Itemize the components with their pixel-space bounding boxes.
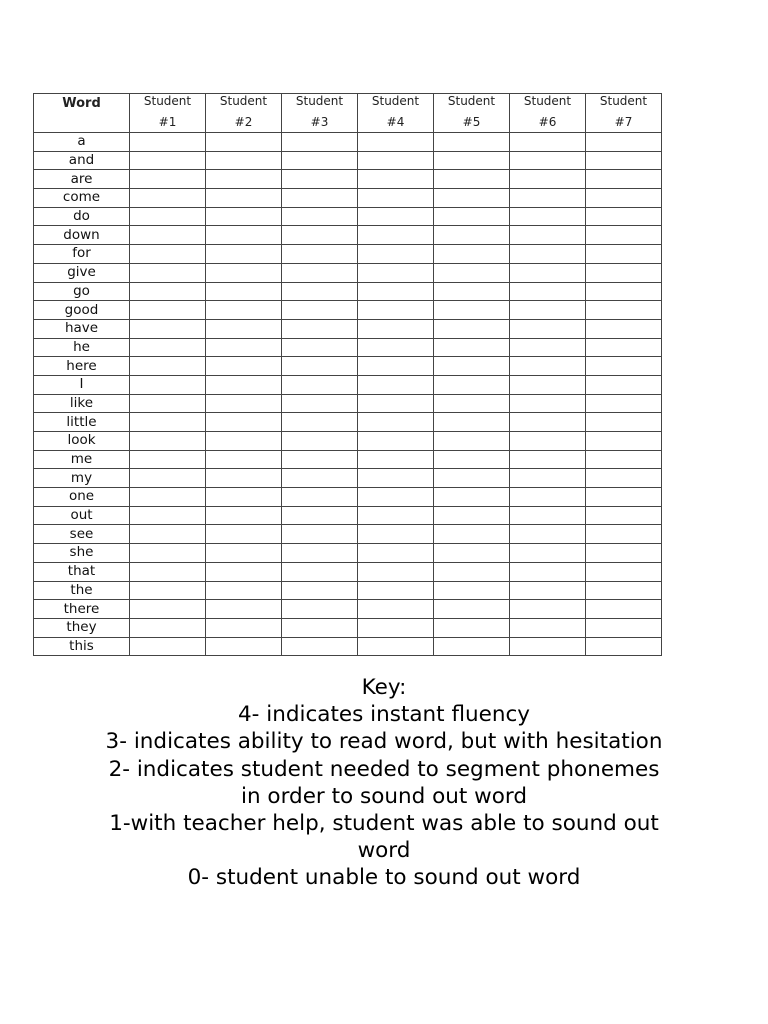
student-column-header bbox=[586, 94, 662, 133]
table-row bbox=[34, 282, 662, 301]
student-label: Student bbox=[295, 94, 344, 108]
score-cell[interactable] bbox=[282, 170, 358, 189]
word-cell: for bbox=[34, 245, 130, 264]
score-cell[interactable] bbox=[206, 319, 282, 338]
score-cell[interactable] bbox=[434, 413, 510, 432]
score-cell[interactable] bbox=[130, 263, 206, 282]
score-cell[interactable] bbox=[282, 581, 358, 600]
score-cell[interactable] bbox=[510, 357, 586, 376]
score-cell[interactable] bbox=[434, 151, 510, 170]
key-line-2: 2- indicates student needed to segment phonemes in order to sound out word bbox=[108, 756, 660, 809]
score-cell[interactable] bbox=[358, 357, 434, 376]
word-cell: look bbox=[34, 432, 130, 451]
score-cell[interactable] bbox=[510, 488, 586, 507]
score-cell[interactable] bbox=[130, 525, 206, 544]
score-cell[interactable] bbox=[510, 226, 586, 245]
table-row bbox=[34, 581, 662, 600]
score-cell[interactable] bbox=[358, 525, 434, 544]
score-cell[interactable] bbox=[206, 581, 282, 600]
score-cell[interactable] bbox=[358, 375, 434, 394]
score-cell[interactable] bbox=[510, 413, 586, 432]
score-cell[interactable] bbox=[206, 263, 282, 282]
score-cell[interactable] bbox=[434, 245, 510, 264]
word-cell: and bbox=[34, 151, 130, 170]
key-title: Key: bbox=[361, 675, 407, 700]
score-cell[interactable] bbox=[358, 133, 434, 152]
score-cell[interactable] bbox=[206, 189, 282, 208]
student-number: #7 bbox=[614, 115, 633, 129]
score-cell[interactable] bbox=[130, 375, 206, 394]
student-column-header bbox=[510, 94, 586, 133]
score-cell[interactable] bbox=[130, 207, 206, 226]
table-row bbox=[34, 319, 662, 338]
score-cell[interactable] bbox=[586, 151, 662, 170]
score-cell[interactable] bbox=[130, 133, 206, 152]
score-cell[interactable] bbox=[358, 600, 434, 619]
table-row bbox=[34, 637, 662, 656]
scoring-key bbox=[100, 674, 668, 892]
score-cell[interactable] bbox=[434, 637, 510, 656]
table-row bbox=[34, 263, 662, 282]
score-cell[interactable] bbox=[282, 133, 358, 152]
table-row bbox=[34, 357, 662, 376]
score-cell[interactable] bbox=[358, 207, 434, 226]
table-row bbox=[34, 450, 662, 469]
score-cell[interactable] bbox=[206, 637, 282, 656]
score-cell[interactable] bbox=[434, 618, 510, 637]
score-cell[interactable] bbox=[358, 151, 434, 170]
table-row bbox=[34, 562, 662, 581]
key-line-0: 0- student unable to sound out word bbox=[187, 865, 581, 891]
score-cell[interactable] bbox=[434, 133, 510, 152]
score-cell[interactable] bbox=[434, 581, 510, 600]
table-row bbox=[34, 151, 662, 170]
score-cell[interactable] bbox=[510, 207, 586, 226]
word-cell: out bbox=[34, 506, 130, 525]
score-cell[interactable] bbox=[358, 618, 434, 637]
score-cell[interactable] bbox=[282, 450, 358, 469]
score-cell[interactable] bbox=[358, 562, 434, 581]
score-cell[interactable] bbox=[358, 245, 434, 264]
score-cell[interactable] bbox=[434, 189, 510, 208]
score-cell[interactable] bbox=[130, 544, 206, 563]
score-cell[interactable] bbox=[586, 207, 662, 226]
score-cell[interactable] bbox=[130, 450, 206, 469]
score-cell[interactable] bbox=[282, 544, 358, 563]
score-cell[interactable] bbox=[586, 488, 662, 507]
score-cell[interactable] bbox=[206, 413, 282, 432]
score-cell[interactable] bbox=[510, 282, 586, 301]
score-cell[interactable] bbox=[358, 544, 434, 563]
score-cell[interactable] bbox=[358, 319, 434, 338]
score-cell[interactable] bbox=[586, 506, 662, 525]
score-cell[interactable] bbox=[586, 319, 662, 338]
score-cell[interactable] bbox=[130, 600, 206, 619]
score-cell[interactable] bbox=[130, 226, 206, 245]
score-cell[interactable] bbox=[206, 282, 282, 301]
score-cell[interactable] bbox=[586, 133, 662, 152]
score-cell[interactable] bbox=[282, 338, 358, 357]
score-cell[interactable] bbox=[130, 170, 206, 189]
score-cell[interactable] bbox=[358, 263, 434, 282]
score-cell[interactable] bbox=[434, 506, 510, 525]
word-cell: a bbox=[34, 133, 130, 152]
score-cell[interactable] bbox=[282, 618, 358, 637]
student-number: #5 bbox=[462, 115, 481, 129]
score-cell[interactable] bbox=[586, 357, 662, 376]
word-cell: like bbox=[34, 394, 130, 413]
score-cell[interactable] bbox=[586, 432, 662, 451]
score-cell[interactable] bbox=[358, 488, 434, 507]
score-cell[interactable] bbox=[434, 226, 510, 245]
word-cell: good bbox=[34, 301, 130, 320]
score-cell[interactable] bbox=[434, 525, 510, 544]
score-cell[interactable] bbox=[510, 394, 586, 413]
score-cell[interactable] bbox=[130, 189, 206, 208]
score-cell[interactable] bbox=[130, 618, 206, 637]
score-cell[interactable] bbox=[510, 263, 586, 282]
score-cell[interactable] bbox=[510, 469, 586, 488]
score-cell[interactable] bbox=[586, 189, 662, 208]
student-column-header bbox=[282, 94, 358, 133]
score-cell[interactable] bbox=[282, 488, 358, 507]
student-label: Student bbox=[143, 94, 192, 108]
score-cell[interactable] bbox=[586, 469, 662, 488]
table-row bbox=[34, 245, 662, 264]
score-cell[interactable] bbox=[434, 170, 510, 189]
key-line-4: 4- indicates instant fluency bbox=[237, 702, 531, 728]
word-cell: they bbox=[34, 618, 130, 637]
student-label: Student bbox=[219, 94, 268, 108]
score-cell[interactable] bbox=[358, 394, 434, 413]
table-row bbox=[34, 525, 662, 544]
word-cell: do bbox=[34, 207, 130, 226]
score-cell[interactable] bbox=[510, 245, 586, 264]
score-cell[interactable] bbox=[358, 170, 434, 189]
score-cell[interactable] bbox=[586, 562, 662, 581]
score-cell[interactable] bbox=[282, 151, 358, 170]
table-row bbox=[34, 338, 662, 357]
score-cell[interactable] bbox=[586, 413, 662, 432]
score-cell[interactable] bbox=[130, 562, 206, 581]
score-cell[interactable] bbox=[130, 357, 206, 376]
score-cell[interactable] bbox=[358, 450, 434, 469]
score-cell[interactable] bbox=[130, 581, 206, 600]
student-number: #1 bbox=[158, 115, 177, 129]
score-cell[interactable] bbox=[434, 562, 510, 581]
score-cell[interactable] bbox=[358, 637, 434, 656]
score-cell[interactable] bbox=[510, 151, 586, 170]
score-cell[interactable] bbox=[358, 506, 434, 525]
score-cell[interactable] bbox=[130, 488, 206, 507]
score-cell[interactable] bbox=[358, 189, 434, 208]
score-cell[interactable] bbox=[510, 133, 586, 152]
word-cell: one bbox=[34, 488, 130, 507]
score-cell[interactable] bbox=[434, 375, 510, 394]
score-cell[interactable] bbox=[510, 432, 586, 451]
score-cell[interactable] bbox=[434, 263, 510, 282]
score-cell[interactable] bbox=[586, 544, 662, 563]
score-cell[interactable] bbox=[282, 413, 358, 432]
score-cell[interactable] bbox=[130, 432, 206, 451]
score-cell[interactable] bbox=[586, 170, 662, 189]
word-cell: me bbox=[34, 450, 130, 469]
score-cell[interactable] bbox=[434, 488, 510, 507]
score-cell[interactable] bbox=[130, 319, 206, 338]
word-cell: there bbox=[34, 600, 130, 619]
word-cell: I bbox=[34, 375, 130, 394]
score-cell[interactable] bbox=[510, 450, 586, 469]
score-cell[interactable] bbox=[510, 581, 586, 600]
score-cell[interactable] bbox=[510, 170, 586, 189]
table-row bbox=[34, 432, 662, 451]
score-cell[interactable] bbox=[510, 301, 586, 320]
score-cell[interactable] bbox=[282, 375, 358, 394]
key-line-1: 1-with teacher help, student was able to sound out word bbox=[109, 811, 659, 864]
word-cell: come bbox=[34, 189, 130, 208]
score-cell[interactable] bbox=[282, 637, 358, 656]
word-cell: little bbox=[34, 413, 130, 432]
score-cell[interactable] bbox=[510, 618, 586, 637]
score-cell[interactable] bbox=[586, 263, 662, 282]
table-row bbox=[34, 226, 662, 245]
score-cell[interactable] bbox=[282, 319, 358, 338]
student-number: #2 bbox=[234, 115, 253, 129]
student-column-header bbox=[358, 94, 434, 133]
score-cell[interactable] bbox=[130, 637, 206, 656]
score-cell[interactable] bbox=[282, 562, 358, 581]
word-cell: have bbox=[34, 319, 130, 338]
score-cell[interactable] bbox=[282, 469, 358, 488]
score-cell[interactable] bbox=[510, 338, 586, 357]
score-cell[interactable] bbox=[586, 245, 662, 264]
score-cell[interactable] bbox=[206, 170, 282, 189]
student-label: Student bbox=[371, 94, 420, 108]
table-row bbox=[34, 413, 662, 432]
table-row bbox=[34, 618, 662, 637]
word-cell: see bbox=[34, 525, 130, 544]
score-cell[interactable] bbox=[586, 282, 662, 301]
score-cell[interactable] bbox=[586, 375, 662, 394]
score-cell[interactable] bbox=[586, 581, 662, 600]
word-cell: the bbox=[34, 581, 130, 600]
score-cell[interactable] bbox=[510, 562, 586, 581]
score-cell[interactable] bbox=[206, 375, 282, 394]
score-cell[interactable] bbox=[206, 301, 282, 320]
table-row bbox=[34, 133, 662, 152]
table-row bbox=[34, 189, 662, 208]
score-cell[interactable] bbox=[282, 189, 358, 208]
table-row bbox=[34, 375, 662, 394]
word-cell: give bbox=[34, 263, 130, 282]
score-cell[interactable] bbox=[282, 226, 358, 245]
score-cell[interactable] bbox=[206, 245, 282, 264]
word-column-header: Word bbox=[34, 94, 130, 133]
score-cell[interactable] bbox=[282, 263, 358, 282]
score-cell[interactable] bbox=[586, 301, 662, 320]
word-cell: she bbox=[34, 544, 130, 563]
table-body bbox=[34, 133, 662, 656]
student-column-header bbox=[206, 94, 282, 133]
score-cell[interactable] bbox=[510, 375, 586, 394]
score-cell[interactable] bbox=[130, 151, 206, 170]
word-cell: he bbox=[34, 338, 130, 357]
table-row bbox=[34, 469, 662, 488]
word-cell: down bbox=[34, 226, 130, 245]
score-cell[interactable] bbox=[206, 525, 282, 544]
score-cell[interactable] bbox=[282, 506, 358, 525]
score-cell[interactable] bbox=[206, 207, 282, 226]
score-cell[interactable] bbox=[206, 432, 282, 451]
score-cell[interactable] bbox=[358, 226, 434, 245]
score-cell[interactable] bbox=[586, 618, 662, 637]
score-cell[interactable] bbox=[434, 544, 510, 563]
score-cell[interactable] bbox=[206, 544, 282, 563]
score-cell[interactable] bbox=[282, 394, 358, 413]
score-cell[interactable] bbox=[358, 282, 434, 301]
table-row bbox=[34, 506, 662, 525]
student-label: Student bbox=[523, 94, 572, 108]
score-cell[interactable] bbox=[434, 338, 510, 357]
score-cell[interactable] bbox=[130, 338, 206, 357]
score-cell[interactable] bbox=[206, 338, 282, 357]
table-row bbox=[34, 600, 662, 619]
score-cell[interactable] bbox=[434, 450, 510, 469]
score-cell[interactable] bbox=[130, 413, 206, 432]
score-cell[interactable] bbox=[510, 189, 586, 208]
score-cell[interactable] bbox=[586, 637, 662, 656]
word-cell: are bbox=[34, 170, 130, 189]
score-cell[interactable] bbox=[282, 245, 358, 264]
score-cell[interactable] bbox=[130, 245, 206, 264]
score-cell[interactable] bbox=[282, 207, 358, 226]
word-cell: here bbox=[34, 357, 130, 376]
score-cell[interactable] bbox=[130, 506, 206, 525]
score-cell[interactable] bbox=[586, 394, 662, 413]
score-cell[interactable] bbox=[586, 525, 662, 544]
score-cell[interactable] bbox=[130, 301, 206, 320]
score-cell[interactable] bbox=[358, 338, 434, 357]
table-row bbox=[34, 488, 662, 507]
table-header-row bbox=[34, 94, 662, 133]
table-row bbox=[34, 301, 662, 320]
score-cell[interactable] bbox=[510, 637, 586, 656]
score-cell[interactable] bbox=[206, 357, 282, 376]
student-label: Student bbox=[599, 94, 648, 108]
table-row bbox=[34, 544, 662, 563]
score-cell[interactable] bbox=[434, 394, 510, 413]
score-cell[interactable] bbox=[434, 357, 510, 376]
score-cell[interactable] bbox=[358, 581, 434, 600]
score-cell[interactable] bbox=[510, 600, 586, 619]
score-cell[interactable] bbox=[282, 301, 358, 320]
score-cell[interactable] bbox=[206, 600, 282, 619]
score-cell[interactable] bbox=[206, 562, 282, 581]
student-column-header bbox=[434, 94, 510, 133]
score-cell[interactable] bbox=[206, 133, 282, 152]
score-cell[interactable] bbox=[282, 525, 358, 544]
score-cell[interactable] bbox=[434, 301, 510, 320]
score-cell[interactable] bbox=[434, 282, 510, 301]
score-cell[interactable] bbox=[358, 301, 434, 320]
score-cell[interactable] bbox=[510, 319, 586, 338]
score-cell[interactable] bbox=[130, 469, 206, 488]
score-cell[interactable] bbox=[586, 226, 662, 245]
score-cell[interactable] bbox=[358, 413, 434, 432]
word-cell: that bbox=[34, 562, 130, 581]
score-cell[interactable] bbox=[282, 432, 358, 451]
word-cell: this bbox=[34, 637, 130, 656]
score-cell[interactable] bbox=[130, 282, 206, 301]
key-line-3: 3- indicates ability to read word, but with hesitation bbox=[105, 729, 663, 755]
score-cell[interactable] bbox=[510, 506, 586, 525]
score-cell[interactable] bbox=[282, 600, 358, 619]
score-cell[interactable] bbox=[206, 469, 282, 488]
score-cell[interactable] bbox=[434, 469, 510, 488]
score-cell[interactable] bbox=[586, 600, 662, 619]
score-cell[interactable] bbox=[206, 151, 282, 170]
score-cell[interactable] bbox=[282, 282, 358, 301]
score-cell[interactable] bbox=[358, 469, 434, 488]
score-cell[interactable] bbox=[358, 432, 434, 451]
student-column-header bbox=[130, 94, 206, 133]
score-cell[interactable] bbox=[434, 207, 510, 226]
word-cell: my bbox=[34, 469, 130, 488]
student-number: #6 bbox=[538, 115, 557, 129]
score-cell[interactable] bbox=[586, 338, 662, 357]
word-cell: go bbox=[34, 282, 130, 301]
score-cell[interactable] bbox=[130, 394, 206, 413]
score-cell[interactable] bbox=[510, 544, 586, 563]
score-cell[interactable] bbox=[206, 488, 282, 507]
score-cell[interactable] bbox=[434, 432, 510, 451]
score-cell[interactable] bbox=[586, 450, 662, 469]
score-cell[interactable] bbox=[434, 319, 510, 338]
assessment-table bbox=[33, 93, 662, 656]
score-cell[interactable] bbox=[206, 226, 282, 245]
score-cell[interactable] bbox=[206, 618, 282, 637]
score-cell[interactable] bbox=[206, 506, 282, 525]
student-label: Student bbox=[447, 94, 496, 108]
student-number: #3 bbox=[310, 115, 329, 129]
table-row bbox=[34, 207, 662, 226]
score-cell[interactable] bbox=[434, 600, 510, 619]
score-cell[interactable] bbox=[510, 525, 586, 544]
score-cell[interactable] bbox=[206, 394, 282, 413]
student-number: #4 bbox=[386, 115, 405, 129]
table-row bbox=[34, 394, 662, 413]
score-cell[interactable] bbox=[282, 357, 358, 376]
score-cell[interactable] bbox=[206, 450, 282, 469]
table-row bbox=[34, 170, 662, 189]
